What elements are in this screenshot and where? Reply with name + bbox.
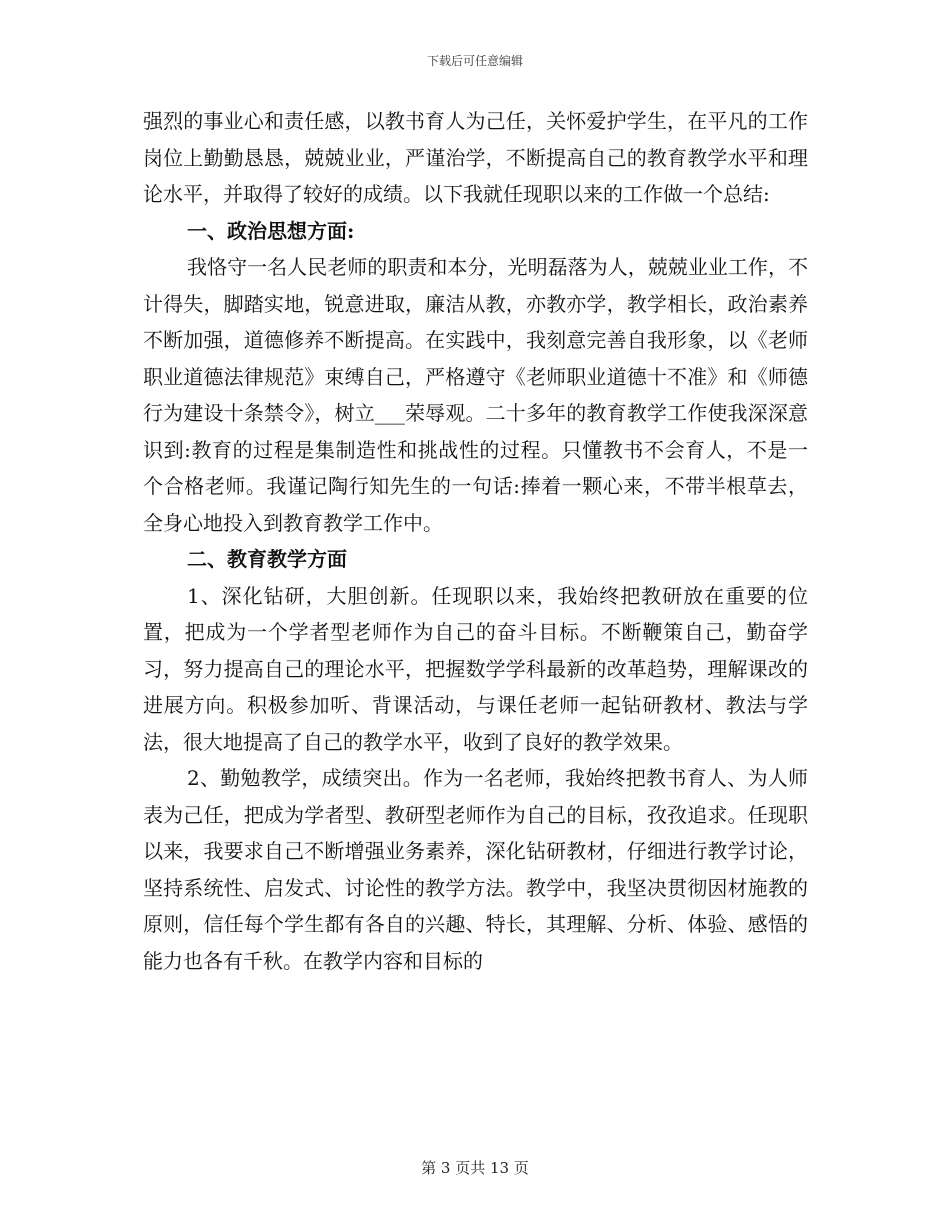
page-header: 下载后可任意编辑 [426,54,523,68]
intro-paragraph: 强烈的事业心和责任感，以教书育人为己任，关怀爱护学生，在平凡的工作岗位上勤勤恳恳，兢兢业业，严谨治学，不断提高自己的教育教学水平和理论水平，并取得了较好的成绩。以下我就任现职以来的工作做一个总结: [143,109,808,206]
teaching-paragraph-1: 1、深化钻研，大胆创新。任现职以来，我始终把教研放在重要的位置，把成为一个学者型老师作为自己的奋斗目标。不断鞭策自己，勤奋学习，努力提高自己的理论水平，把握数学学科最新的改革趋势，理解课改的进展方向。积极参加听、背课活动，与课任老师一起钻研教材、教法与学法，很大地提高了自己的教学水平，收到了良好的教学效果。 [143,583,808,754]
teaching-paragraph-2: 2、勤勉教学，成绩突出。作为一名老师，我始终把教书育人、为人师表为己任，把成为学者型、教研型老师作为自己的目标，孜孜追求。任现职以来，我要求自己不断增强业务素养，深化钻研教材，仔细进行教学讨论，坚持系统性、启发式、讨论性的教学方法。教学中，我坚决贯彻因材施教的原则，信任每个学生都有各自的兴趣、特长，其理解、分析、体验、感悟的能力也各有千秋。在教学内容和目标的 [143,766,808,973]
section-heading-teaching: 二、教育教学方面 [187,547,347,571]
page-number: 第 3 页共 13 页 [421,1159,529,1177]
politics-paragraph: 我恪守一名人民老师的职责和本分，光明磊落为人，兢兢业业工作，不计得失，脚踏实地，锐意进取，廉洁从教，亦教亦学，教学相长，政治素养不断加强，道德修养不断提高。在实践中，我刻意完善自我形象，以《老师职业道德法律规范》束缚自己，严格遵守《老师职业道德十不准》和《师德行为建设十条禁令》，树立___荣辱观。二十多年的教育教学工作使我深深意识到:教育的过程是集制造性和挑战性的过程。只懂教书不会育人，不是一个合格老师。我谨记陶行知先生的一句话:捧着一颗心来，不带半根草去，全身心地投入到教育教学工作中。 [143,255,808,535]
section-heading-politics: 一、政治思想方面: [187,218,355,243]
document-body [143,103,808,979]
